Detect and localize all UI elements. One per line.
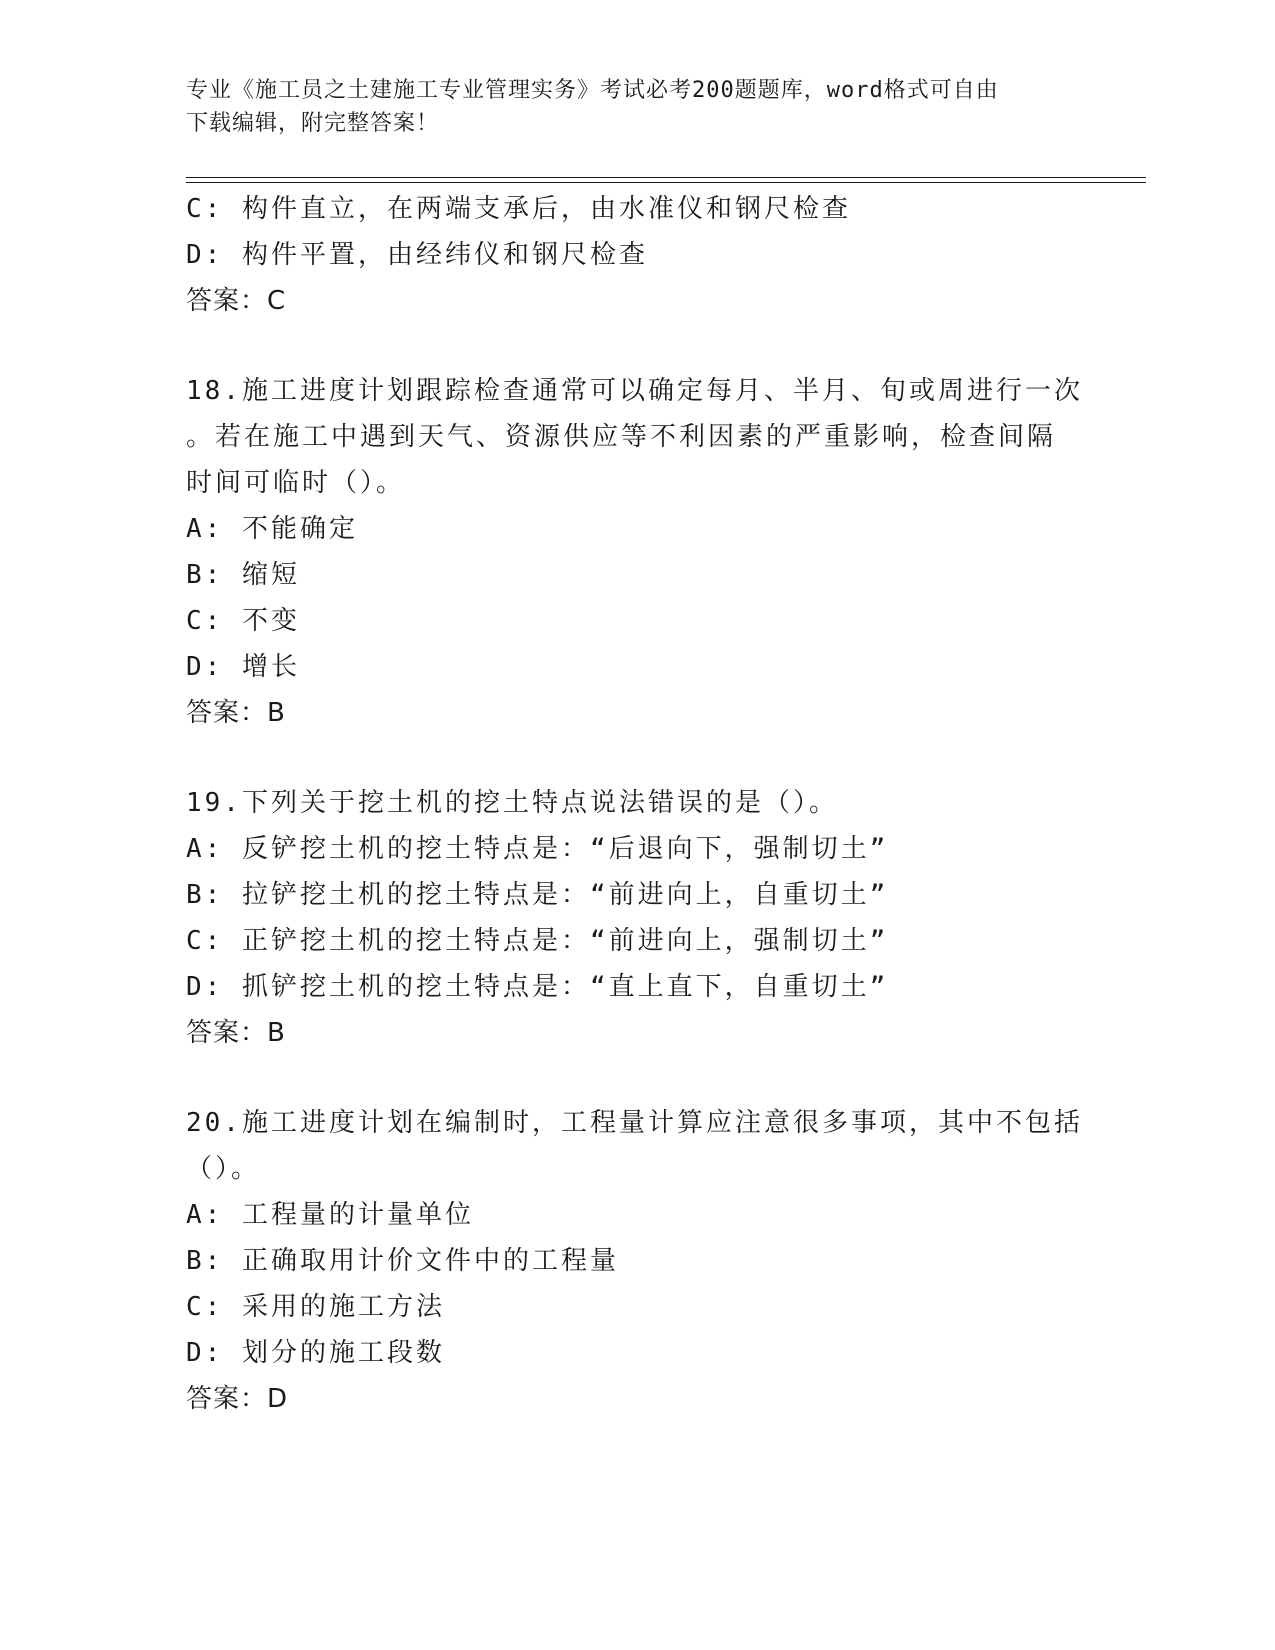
option-c: C: 采用的施工方法 [186,1292,445,1322]
spacer [186,736,1086,780]
question-stem-line: 18.施工进度计划跟踪检查通常可以确定每月、半月、旬或周进行一次 [186,376,1083,406]
answer: 答案：C [186,286,287,316]
question-content [186,186,1086,1422]
option-b: B: 缩短 [186,560,300,590]
header-rule-bottom [186,182,1146,183]
option-a: A: 反铲挖土机的挖土特点是：“后退向下，强制切土” [186,834,889,864]
question-18 [186,368,1086,736]
header-line-1: 专业《施工员之土建施工专业管理实务》考试必考200题题库，word格式可自由 [186,78,999,103]
question-19 [186,780,1086,1056]
option-a: A: 工程量的计量单位 [186,1200,474,1230]
option-c: C: 不变 [186,606,300,636]
question-17-tail [186,186,1086,324]
question-stem-line: 19.下列关于挖土机的挖土特点说法错误的是（）。 [186,788,838,818]
question-stem-line: （）。 [186,1154,261,1184]
answer: 答案：D [186,1384,289,1414]
answer: 答案：B [186,1018,286,1048]
option-b: B: 正确取用计价文件中的工程量 [186,1246,619,1276]
option-c: C: 正铲挖土机的挖土特点是：“前进向上，强制切土” [186,926,889,956]
question-stem-line: 时间可临时（）。 [186,468,406,498]
question-stem-line: 。若在施工中遇到天气、资源供应等不利因素的严重影响，检查间隔 [186,422,1057,452]
option-d: D: 划分的施工段数 [186,1338,445,1368]
document-header [186,74,1066,140]
header-rule-top [186,177,1146,178]
answer: 答案：B [186,698,286,728]
question-20 [186,1100,1086,1422]
option-b: B: 拉铲挖土机的挖土特点是：“前进向上，自重切土” [186,880,889,910]
option-d: D: 构件平置，由经纬仪和钢尺检查 [186,240,648,270]
option-c: C: 构件直立，在两端支承后，由水准仪和钢尺检查 [186,194,851,224]
option-d: D: 增长 [186,652,300,682]
option-a: A: 不能确定 [186,514,358,544]
header-line-2: 下载编辑，附完整答案！ [186,111,440,136]
spacer [186,1056,1086,1100]
option-d: D: 抓铲挖土机的挖土特点是：“直上直下，自重切土” [186,972,889,1002]
spacer [186,324,1086,368]
question-stem-line: 20.施工进度计划在编制时，工程量计算应注意很多事项，其中不包括 [186,1108,1083,1138]
